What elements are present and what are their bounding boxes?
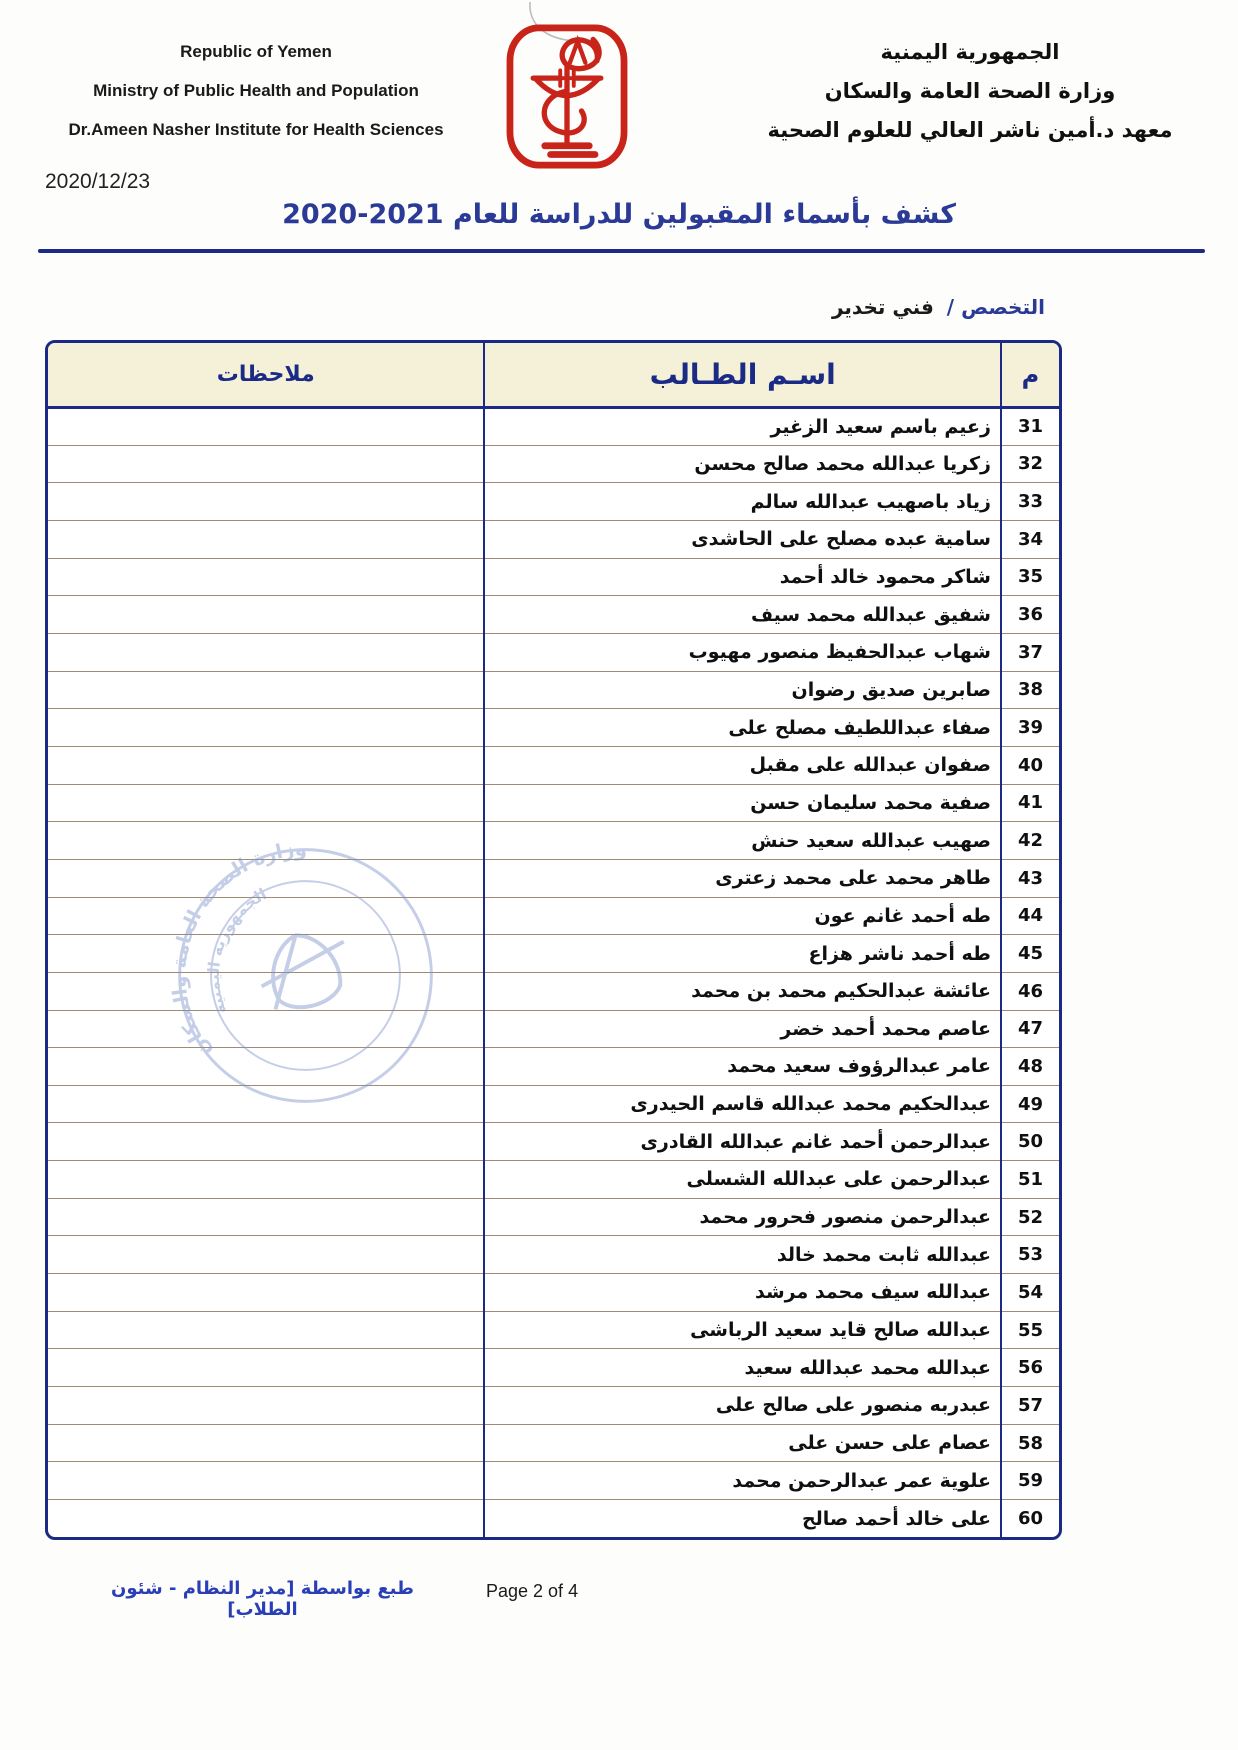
student-table-body bbox=[48, 408, 1059, 1538]
notes-cell bbox=[48, 1462, 484, 1500]
student-number-cell: 59 bbox=[1001, 1462, 1059, 1500]
student-name-cell: عبدالله محمد عبدالله سعيد bbox=[484, 1349, 1001, 1387]
column-header-number: م bbox=[1001, 343, 1059, 408]
notes-cell bbox=[48, 483, 484, 521]
student-name-cell: عبدالرحمن منصور فحرور محمد bbox=[484, 1198, 1001, 1236]
student-name-cell: عامر عبدالرؤوف سعيد محمد bbox=[484, 1048, 1001, 1086]
column-header-student-name: اسـم الطـالب bbox=[484, 343, 1001, 408]
table-row bbox=[48, 1424, 1059, 1462]
table-row bbox=[48, 1462, 1059, 1500]
notes-cell bbox=[48, 596, 484, 634]
table-row bbox=[48, 897, 1059, 935]
stamp-outer-text: وزارة الصحة العامة والسكان bbox=[167, 837, 308, 1062]
column-header-notes: ملاحظات bbox=[48, 343, 484, 408]
student-name-cell: طه أحمد غانم عون bbox=[484, 897, 1001, 935]
notes-cell bbox=[48, 935, 484, 973]
student-number-cell: 54 bbox=[1001, 1274, 1059, 1312]
notes-cell bbox=[48, 1424, 484, 1462]
table-row bbox=[48, 1048, 1059, 1086]
student-number-cell: 32 bbox=[1001, 445, 1059, 483]
table-row bbox=[48, 671, 1059, 709]
student-name-cell: صفية محمد سليمان حسن bbox=[484, 784, 1001, 822]
notes-cell bbox=[48, 1048, 484, 1086]
table-row bbox=[48, 822, 1059, 860]
table-row bbox=[48, 1387, 1059, 1425]
table-row bbox=[48, 558, 1059, 596]
student-name-cell: صابرين صديق رضوان bbox=[484, 671, 1001, 709]
student-number-cell: 39 bbox=[1001, 709, 1059, 747]
notes-cell bbox=[48, 1161, 484, 1199]
student-name-cell: طاهر محمد على محمد زعترى bbox=[484, 859, 1001, 897]
student-number-cell: 33 bbox=[1001, 483, 1059, 521]
student-name-cell: طه أحمد ناشر هزاع bbox=[484, 935, 1001, 973]
table-row bbox=[48, 1274, 1059, 1312]
notes-cell bbox=[48, 1274, 484, 1312]
student-name-cell: عبدالحكيم محمد عبدالله قاسم الحيدرى bbox=[484, 1085, 1001, 1123]
student-name-cell: عبدالرحمن على عبدالله الشسلى bbox=[484, 1161, 1001, 1199]
table-row bbox=[48, 935, 1059, 973]
notes-cell bbox=[48, 1123, 484, 1161]
student-number-cell: 56 bbox=[1001, 1349, 1059, 1387]
table-row bbox=[48, 483, 1059, 521]
student-number-cell: 47 bbox=[1001, 1010, 1059, 1048]
table-row bbox=[48, 1500, 1059, 1538]
notes-cell bbox=[48, 1198, 484, 1236]
table-row bbox=[48, 746, 1059, 784]
student-number-cell: 50 bbox=[1001, 1123, 1059, 1161]
specialty-line bbox=[832, 295, 1045, 319]
table-row bbox=[48, 709, 1059, 747]
notes-cell bbox=[48, 822, 484, 860]
notes-cell bbox=[48, 408, 484, 446]
student-number-cell: 34 bbox=[1001, 520, 1059, 558]
student-name-cell: على خالد أحمد صالح bbox=[484, 1500, 1001, 1538]
student-number-cell: 35 bbox=[1001, 558, 1059, 596]
student-number-cell: 40 bbox=[1001, 746, 1059, 784]
table-row bbox=[48, 1198, 1059, 1236]
table-row bbox=[48, 859, 1059, 897]
page-title: كشف بأسماء المقبولين للدراسة للعام 2021-2020 bbox=[282, 199, 956, 230]
student-name-cell: شفيق عبدالله محمد سيف bbox=[484, 596, 1001, 634]
student-number-cell: 49 bbox=[1001, 1085, 1059, 1123]
page-number: Page 2 of 4 bbox=[486, 1581, 579, 1601]
notes-cell bbox=[48, 445, 484, 483]
student-name-cell: سامية عبده مصلح على الحاشدى bbox=[484, 520, 1001, 558]
student-number-cell: 38 bbox=[1001, 671, 1059, 709]
student-number-cell: 45 bbox=[1001, 935, 1059, 973]
student-name-cell: صفاء عبداللطيف مصلح على bbox=[484, 709, 1001, 747]
students-table bbox=[45, 340, 1062, 1540]
table-row bbox=[48, 1085, 1059, 1123]
student-name-cell: صهيب عبدالله سعيد حنش bbox=[484, 822, 1001, 860]
notes-cell bbox=[48, 1085, 484, 1123]
student-number-cell: 46 bbox=[1001, 972, 1059, 1010]
table-row bbox=[48, 520, 1059, 558]
student-name-cell: عبدالله صالح قايد سعيد الرباشى bbox=[484, 1311, 1001, 1349]
letterhead-ar-line1: الجمهورية اليمنية bbox=[880, 40, 1060, 64]
notes-cell bbox=[48, 1349, 484, 1387]
notes-cell bbox=[48, 709, 484, 747]
letterhead-en-line1: Republic of Yemen bbox=[180, 42, 332, 61]
title-underline bbox=[38, 249, 1205, 253]
table-row bbox=[48, 1010, 1059, 1048]
specialty-value: فني تخدير bbox=[831, 295, 934, 319]
student-name-cell: عبدالله سيف محمد مرشد bbox=[484, 1274, 1001, 1312]
student-name-cell: عاصم محمد أحمد خضر bbox=[484, 1010, 1001, 1048]
student-number-cell: 31 bbox=[1001, 408, 1059, 446]
student-number-cell: 41 bbox=[1001, 784, 1059, 822]
student-number-cell: 55 bbox=[1001, 1311, 1059, 1349]
table-row bbox=[48, 1349, 1059, 1387]
student-name-cell: زياد باصهيب عبدالله سالم bbox=[484, 483, 1001, 521]
student-number-cell: 57 bbox=[1001, 1387, 1059, 1425]
student-name-cell: عبدالرحمن أحمد غانم عبدالله القادرى bbox=[484, 1123, 1001, 1161]
notes-cell bbox=[48, 859, 484, 897]
document-date: 2020/12/23 bbox=[45, 170, 151, 193]
student-name-cell: شاكر محمود خالد أحمد bbox=[484, 558, 1001, 596]
notes-cell bbox=[48, 746, 484, 784]
specialty-label: التخصص / bbox=[946, 295, 1045, 319]
letterhead-en-line3: Dr.Ameen Nasher Institute for Health Sciences bbox=[68, 120, 444, 139]
student-name-cell: صفوان عبدالله على مقبل bbox=[484, 746, 1001, 784]
student-number-cell: 42 bbox=[1001, 822, 1059, 860]
student-name-cell: زعيم باسم سعيد الزغير bbox=[484, 408, 1001, 446]
table-row bbox=[48, 445, 1059, 483]
notes-cell bbox=[48, 784, 484, 822]
notes-cell bbox=[48, 897, 484, 935]
student-number-cell: 43 bbox=[1001, 859, 1059, 897]
table-row bbox=[48, 1123, 1059, 1161]
notes-cell bbox=[48, 1236, 484, 1274]
notes-cell bbox=[48, 1500, 484, 1538]
notes-cell bbox=[48, 558, 484, 596]
student-name-cell: علوية عمر عبدالرحمن محمد bbox=[484, 1462, 1001, 1500]
table-row bbox=[48, 408, 1059, 446]
notes-cell bbox=[48, 671, 484, 709]
student-name-cell: زكريا عبدالله محمد صالح محسن bbox=[484, 445, 1001, 483]
table-row bbox=[48, 1236, 1059, 1274]
table-row bbox=[48, 633, 1059, 671]
table-header-row bbox=[48, 343, 1059, 408]
notes-cell bbox=[48, 1387, 484, 1425]
students-table-grid bbox=[48, 343, 1059, 1537]
student-number-cell: 58 bbox=[1001, 1424, 1059, 1462]
printed-by-note: طبع بواسطة [مدير النظام - شئون الطلاب] bbox=[111, 1578, 414, 1620]
notes-cell bbox=[48, 972, 484, 1010]
student-number-cell: 36 bbox=[1001, 596, 1059, 634]
notes-cell bbox=[48, 1010, 484, 1048]
student-name-cell: عبدربه منصور على صالح على bbox=[484, 1387, 1001, 1425]
student-name-cell: عبدالله ثابت محمد خالد bbox=[484, 1236, 1001, 1274]
table-row bbox=[48, 972, 1059, 1010]
notes-cell bbox=[48, 633, 484, 671]
student-name-cell: عصام على حسن على bbox=[484, 1424, 1001, 1462]
ministry-health-emblem-icon bbox=[492, 24, 642, 169]
letterhead-english bbox=[52, 42, 460, 159]
notes-cell bbox=[48, 1311, 484, 1349]
notes-cell bbox=[48, 520, 484, 558]
table-row bbox=[48, 784, 1059, 822]
student-number-cell: 51 bbox=[1001, 1161, 1059, 1199]
student-number-cell: 52 bbox=[1001, 1198, 1059, 1236]
table-row bbox=[48, 1161, 1059, 1199]
stamp-inner-text: الجمهورية اليمنية bbox=[203, 884, 270, 1018]
student-number-cell: 44 bbox=[1001, 897, 1059, 935]
student-number-cell: 48 bbox=[1001, 1048, 1059, 1086]
student-name-cell: عائشة عبدالحكيم محمد بن محمد bbox=[484, 972, 1001, 1010]
table-row bbox=[48, 1311, 1059, 1349]
student-number-cell: 60 bbox=[1001, 1500, 1059, 1538]
letterhead-en-line2: Ministry of Public Health and Population bbox=[93, 81, 419, 100]
letterhead-arabic bbox=[732, 40, 1208, 157]
table-row bbox=[48, 596, 1059, 634]
letterhead-ar-line3: معهد د.أمين ناشر العالي للعلوم الصحية bbox=[767, 118, 1173, 142]
student-number-cell: 53 bbox=[1001, 1236, 1059, 1274]
student-number-cell: 37 bbox=[1001, 633, 1059, 671]
letterhead-ar-line2: وزارة الصحة العامة والسكان bbox=[824, 79, 1116, 103]
student-name-cell: شهاب عبدالحفيظ منصور مهيوب bbox=[484, 633, 1001, 671]
